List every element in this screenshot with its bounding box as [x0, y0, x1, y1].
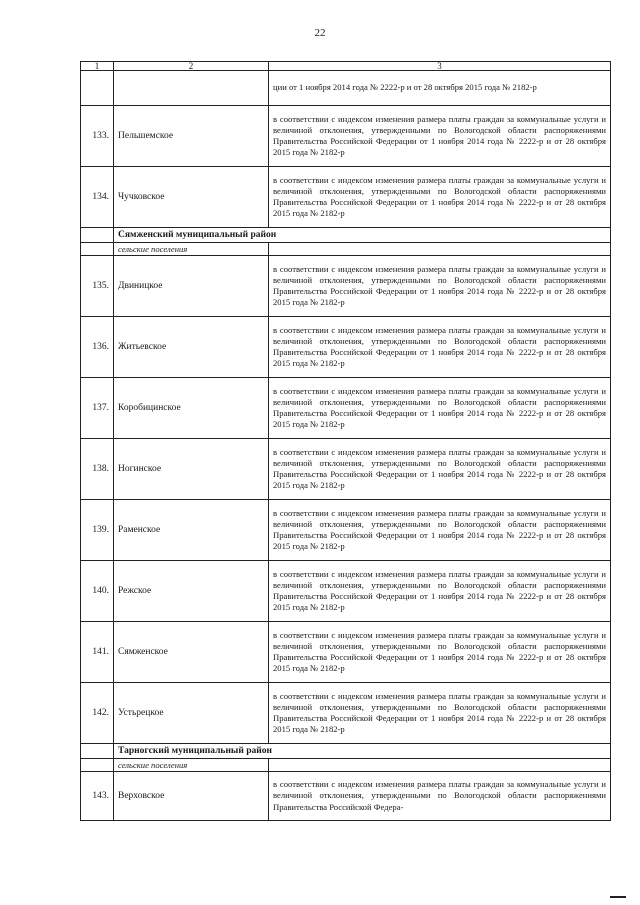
table-row — [81, 167, 611, 228]
settlements-table — [80, 61, 611, 821]
row-number: 135. — [81, 256, 114, 317]
row-number: 139. — [81, 500, 114, 561]
header-col-3: 3 — [269, 62, 611, 71]
settlement-name: Пельшемское — [114, 106, 269, 167]
row-text: в соответствии с индексом изменения размера платы граждан за коммунальные услуги и величиной отклонения, утвержденными по Вологодской области распоряжениями Правительства Российской Федерации от 1 ноября 2014 года № 2222-р и от 28 октября 2015 года № 2182-р — [269, 561, 611, 622]
empty-cell — [269, 759, 611, 772]
subheading: сельские поселения — [114, 243, 269, 256]
row-text: в соответствии с индексом изменения размера платы граждан за коммунальные услуги и величиной отклонения, утвержденными по Вологодской области распоряжениями Правительства Российской Федерации от 1 ноября 2014 года № 2222-р и от 28 октября 2015 года № 2182-р — [269, 106, 611, 167]
subheading-row — [81, 243, 611, 256]
settlement-name: Сямженское — [114, 622, 269, 683]
row-text: в соответствии с индексом изменения размера платы граждан за коммунальные услуги и величиной отклонения, утвержденными по Вологодской области распоряжениями Правительства Российской Федерации от 1 ноября 2014 года № 2222-р и от 28 октября 2015 года № 2182-р — [269, 256, 611, 317]
table-row — [81, 378, 611, 439]
row-text: в соответствии с индексом изменения размера платы граждан за коммунальные услуги и величиной отклонения, утвержденными по Вологодской области распоряжениями Правительства Российской Федера- — [269, 772, 611, 821]
table-row — [81, 256, 611, 317]
district-name: Тарногский муниципальный район — [114, 744, 611, 759]
table-row — [81, 683, 611, 744]
row-text: в соответствии с индексом изменения размера платы граждан за коммунальные услуги и величиной отклонения, утвержденными по Вологодской области распоряжениями Правительства Российской Федерации от 1 ноября 2014 года № 2222-р и от 28 октября 2015 года № 2182-р — [269, 378, 611, 439]
table-header-row — [81, 62, 611, 71]
row-text: в соответствии с индексом изменения размера платы граждан за коммунальные услуги и величиной отклонения, утвержденными по Вологодской области распоряжениями Правительства Российской Федерации от 1 ноября 2014 года № 2222-р и от 28 октября 2015 года № 2182-р — [269, 317, 611, 378]
row-text: в соответствии с индексом изменения размера платы граждан за коммунальные услуги и величиной отклонения, утвержденными по Вологодской области распоряжениями Правительства Российской Федерации от 1 ноября 2014 года № 2222-р и от 28 октября 2015 года № 2182-р — [269, 622, 611, 683]
empty-cell — [269, 243, 611, 256]
settlement-name: Житьевское — [114, 317, 269, 378]
settlement-name: Коробицинское — [114, 378, 269, 439]
row-number — [81, 71, 114, 106]
empty-cell — [81, 744, 114, 759]
row-text: ции от 1 ноября 2014 года № 2222-р и от 28 октября 2015 года № 2182-р — [269, 71, 611, 106]
row-number: 143. — [81, 772, 114, 821]
row-number: 142. — [81, 683, 114, 744]
table-row — [81, 106, 611, 167]
settlement-name: Чучковское — [114, 167, 269, 228]
district-row — [81, 228, 611, 243]
page-number: 22 — [314, 27, 326, 39]
row-number: 141. — [81, 622, 114, 683]
page-corner-mark — [610, 896, 626, 898]
continuation-row — [81, 71, 611, 106]
subheading: сельские поселения — [114, 759, 269, 772]
row-number: 137. — [81, 378, 114, 439]
settlement-name: Режское — [114, 561, 269, 622]
table-row — [81, 439, 611, 500]
district-row — [81, 744, 611, 759]
table-row — [81, 500, 611, 561]
settlement-name: Раменское — [114, 500, 269, 561]
row-number: 140. — [81, 561, 114, 622]
row-number: 136. — [81, 317, 114, 378]
empty-cell — [81, 228, 114, 243]
table-row — [81, 622, 611, 683]
row-text: в соответствии с индексом изменения размера платы граждан за коммунальные услуги и величиной отклонения, утвержденными по Вологодской области распоряжениями Правительства Российской Федерации от 1 ноября 2014 года № 2222-р и от 28 октября 2015 года № 2182-р — [269, 683, 611, 744]
row-number: 138. — [81, 439, 114, 500]
district-name: Сямженский муниципальный район — [114, 228, 611, 243]
settlement-name: Ногинское — [114, 439, 269, 500]
settlement-name: Устьрецкое — [114, 683, 269, 744]
settlement-name: Верховское — [114, 772, 269, 821]
settlement-name — [114, 71, 269, 106]
row-number: 133. — [81, 106, 114, 167]
table-row — [81, 772, 611, 821]
row-number: 134. — [81, 167, 114, 228]
empty-cell — [81, 759, 114, 772]
header-col-2: 2 — [114, 62, 269, 71]
row-text: в соответствии с индексом изменения размера платы граждан за коммунальные услуги и величиной отклонения, утвержденными по Вологодской области распоряжениями Правительства Российской Федерации от 1 ноября 2014 года № 2222-р и от 28 октября 2015 года № 2182-р — [269, 167, 611, 228]
table-row — [81, 561, 611, 622]
settlement-name: Двиницкое — [114, 256, 269, 317]
table-row — [81, 317, 611, 378]
empty-cell — [81, 243, 114, 256]
subheading-row — [81, 759, 611, 772]
row-text: в соответствии с индексом изменения размера платы граждан за коммунальные услуги и величиной отклонения, утвержденными по Вологодской области распоряжениями Правительства Российской Федерации от 1 ноября 2014 года № 2222-р и от 28 октября 2015 года № 2182-р — [269, 500, 611, 561]
row-text: в соответствии с индексом изменения размера платы граждан за коммунальные услуги и величиной отклонения, утвержденными по Вологодской области распоряжениями Правительства Российской Федерации от 1 ноября 2014 года № 2222-р и от 28 октября 2015 года № 2182-р — [269, 439, 611, 500]
header-col-1: 1 — [81, 62, 114, 71]
